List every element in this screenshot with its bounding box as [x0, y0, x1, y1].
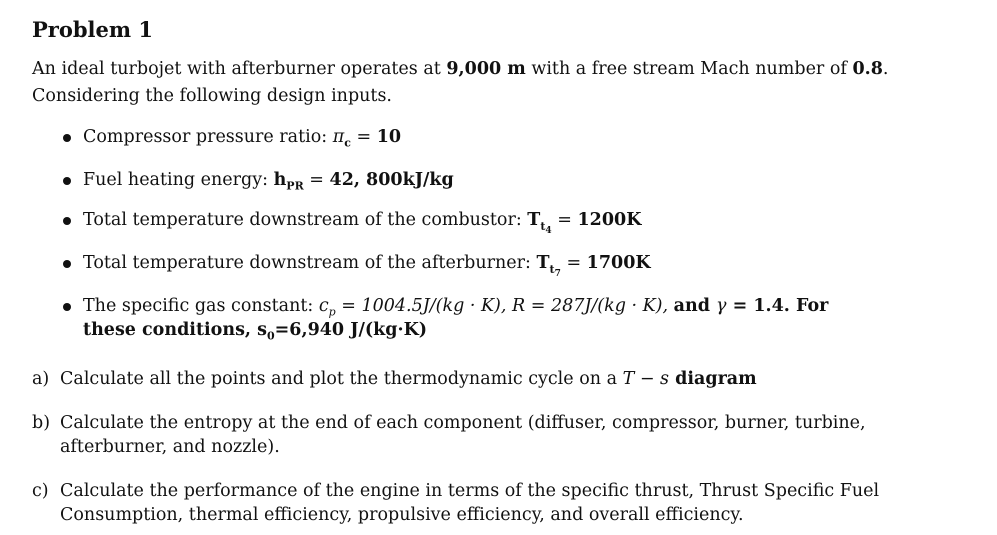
bullet-subsubscript: 4: [545, 225, 552, 236]
bullet-dot-icon: [63, 177, 71, 185]
bullet-equals: =: [551, 210, 578, 230]
bullet-subscript: [540, 219, 552, 236]
bullet-text: [83, 168, 933, 192]
intro-text-3: .: [882, 59, 889, 79]
bullet-dot-icon: [63, 303, 71, 311]
intro-altitude: 9,000 m: [446, 59, 526, 79]
cp-symbol: c: [318, 296, 329, 316]
bullet-label: Total temperature downstream of the afterburner:: [83, 253, 537, 273]
s0-value: =6,940 J/(kg·K): [274, 320, 428, 340]
problem-intro: [32, 56, 932, 110]
bullet-subscript: PR: [286, 179, 304, 193]
question-math: T − s: [622, 369, 670, 389]
bullet-equals: =: [350, 127, 377, 147]
bullet-text: [83, 208, 933, 236]
bullet-label: Compressor pressure ratio:: [83, 127, 333, 147]
intro-text-1: An ideal turbojet with afterburner operates at: [32, 59, 447, 79]
bullet-subscript: [549, 262, 561, 279]
bullet-value: 1700K: [586, 253, 651, 273]
bullet-symbol: π: [332, 127, 345, 147]
bullet-symbol: h: [273, 170, 287, 190]
bullet-equals: =: [560, 253, 587, 273]
question-suffix: diagram: [669, 369, 757, 389]
gamma-value: = 1.4.: [726, 296, 790, 316]
bullet-subsubscript: 7: [554, 268, 561, 279]
intro-line-2: Considering the following design inputs.: [32, 86, 392, 106]
bullet-subscript-text: t: [549, 262, 555, 276]
bullet-dot-icon: [63, 217, 71, 225]
bullet-symbol: T: [527, 210, 541, 230]
bullet-label: The specific gas constant:: [83, 296, 319, 316]
bullet-text: [83, 294, 933, 342]
bullet-value: 42, 800kJ/kg: [329, 170, 454, 190]
question-text: Calculate the performance of the engine in terms of the specific thrust, Thrust Specific Fuel Consumption, thermal efficiency, propulsive efficiency, and overall efficiency.: [60, 481, 880, 525]
question-label: c): [32, 481, 49, 501]
question-text: Calculate the entropy at the end of each component (diffuser, compressor, burner, turbine, afterburner, and nozzle).: [60, 413, 866, 457]
bullet-dot-icon: [63, 134, 71, 142]
bullet-text: [83, 251, 933, 279]
bullet-symbol: T: [536, 253, 550, 273]
bullet-dot-icon: [63, 260, 71, 268]
bullet-subscript-text: t: [540, 219, 546, 233]
bullet-value: 10: [376, 127, 402, 147]
r-value: = 287J/(kg · K),: [525, 296, 674, 316]
intro-text-2: with a free stream Mach number of: [525, 59, 853, 79]
cp-value: = 1004.5J/(kg · K),: [335, 296, 512, 316]
bullet-label: Fuel heating energy:: [83, 170, 274, 190]
question-label: a): [32, 369, 50, 389]
problem-heading: Problem 1: [32, 17, 154, 42]
question-text: [60, 367, 932, 391]
bullet-value: 1200K: [577, 210, 642, 230]
bullet-label: Total temperature downstream of the combustor:: [83, 210, 528, 230]
bullet-text: [83, 125, 933, 149]
question-body: Calculate all the points and plot the thermodynamic cycle on a: [60, 369, 623, 389]
s0-subscript: 0: [266, 329, 275, 343]
bullet-equals: =: [303, 170, 330, 190]
question-label: b): [32, 413, 51, 433]
intro-mach: 0.8: [852, 59, 883, 79]
cp-subscript: p: [328, 305, 336, 319]
for-text: For: [789, 296, 829, 316]
conditions-text: these conditions, s: [83, 320, 267, 340]
bullet-subscript: c: [344, 136, 351, 150]
r-symbol: R: [512, 296, 526, 316]
gamma-symbol: γ: [716, 296, 727, 316]
and-text: and: [673, 296, 717, 316]
